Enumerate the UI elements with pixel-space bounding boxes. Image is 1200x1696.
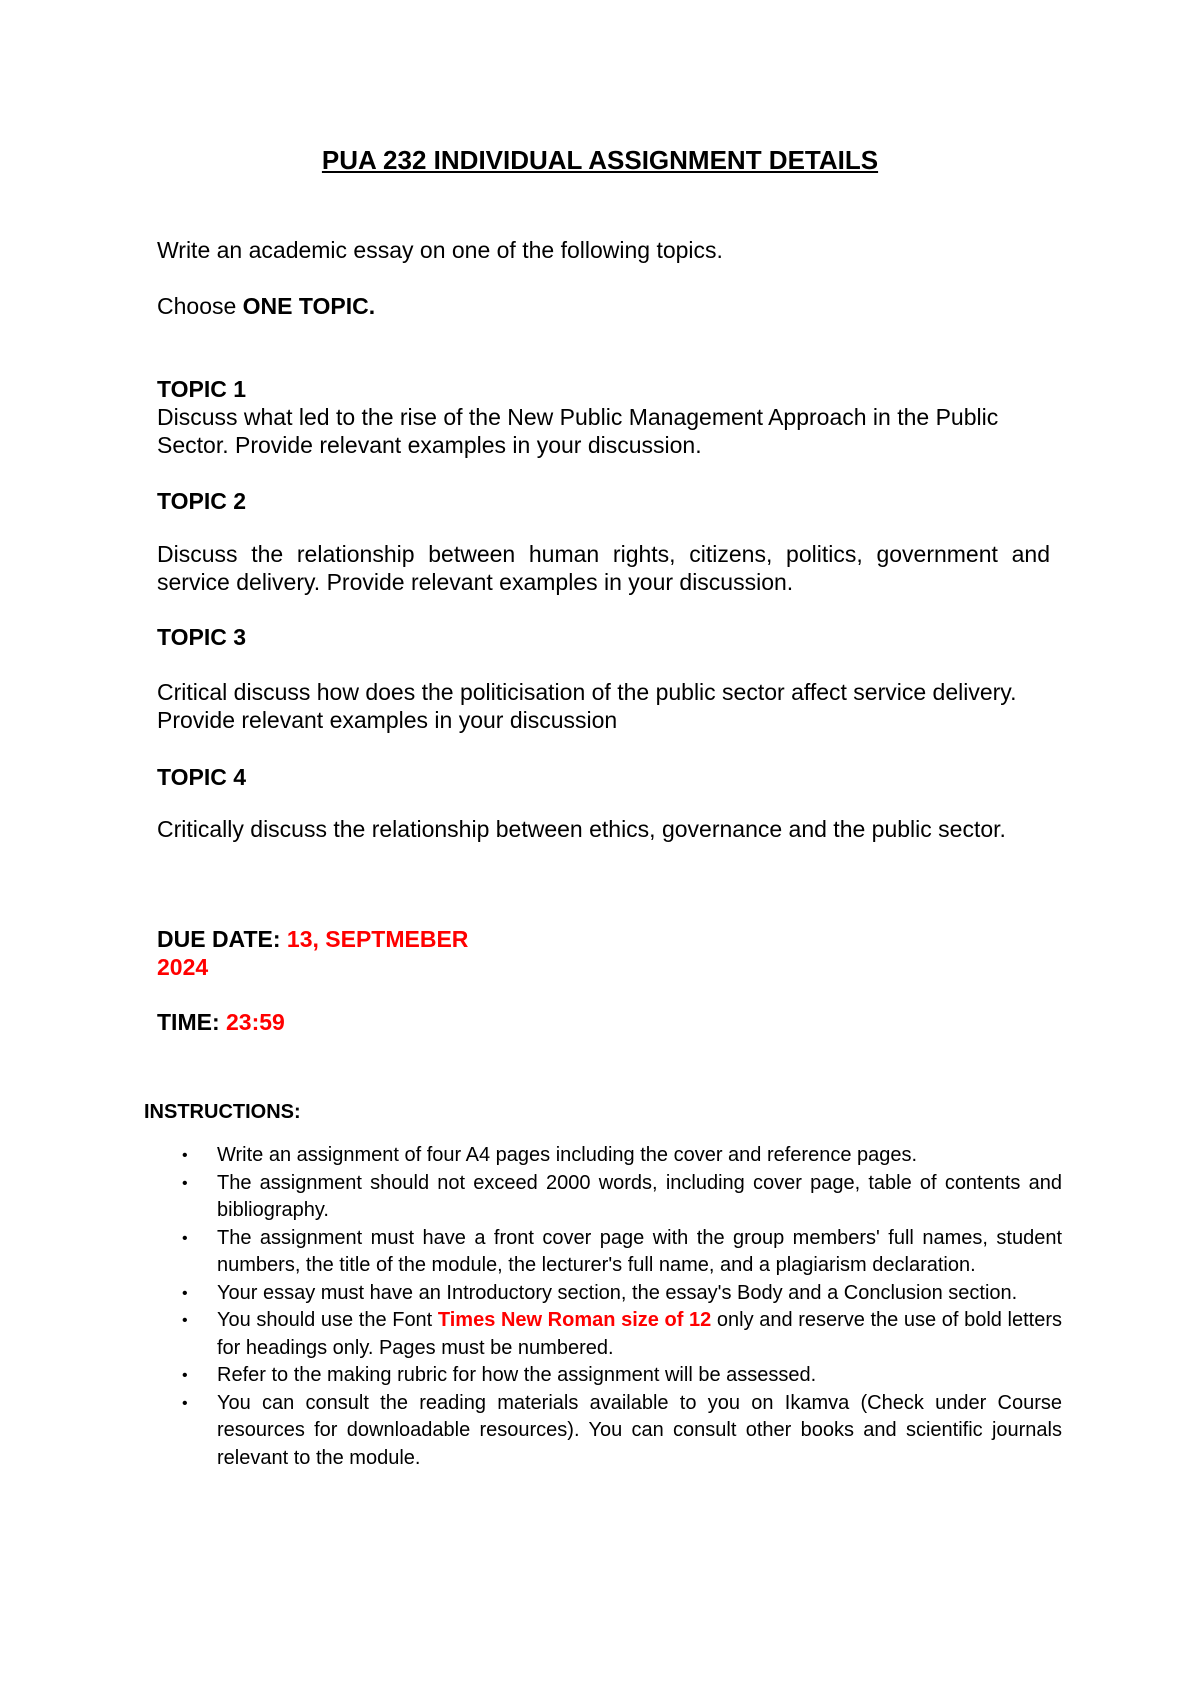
- bullet-icon: •: [182, 1312, 188, 1329]
- topic-3-heading: TOPIC 3: [157, 624, 247, 650]
- due-date-line: [157, 925, 468, 953]
- time-line: [157, 1008, 285, 1036]
- instruction-text: Write an assignment of four A4 pages including the cover and reference pages.: [217, 1144, 918, 1166]
- bullet-icon: •: [182, 1367, 188, 1384]
- instruction-item: [182, 1142, 1062, 1170]
- instruction-text: You can consult the reading materials available to you on Ikamva (Check under Course resources for downloadable resources). You can consult other books and scientific journals relevant to the module.: [217, 1391, 1062, 1469]
- topic-1-line-1: Discuss what led to the rise of the New Public Management Approach in the Public: [157, 404, 999, 430]
- topic-4-heading: TOPIC 4: [157, 764, 247, 790]
- bullet-icon: •: [182, 1284, 188, 1302]
- instruction-item: [182, 1170, 1062, 1225]
- instruction-text: The assignment must have a front cover page with the group members' full names, student numbers, the title of the module, the lecturer's full name, and a plagiarism declaration.: [217, 1226, 1062, 1276]
- due-date-year: 2024: [157, 954, 209, 980]
- font-instruction-pre: You should use the Font: [217, 1309, 438, 1331]
- topic-1-line-2: Sector. Provide relevant examples in your discussion.: [157, 432, 702, 458]
- choose-prefix: Choose: [157, 293, 243, 319]
- page-title: PUA 232 INDIVIDUAL ASSIGNMENT DETAILS: [321, 145, 879, 175]
- topic-2-line-2: service delivery. Provide relevant examples in your discussion.: [157, 569, 794, 595]
- intro-text: Write an academic essay on one of the following topics.: [157, 237, 723, 263]
- bullet-icon: •: [182, 1229, 188, 1247]
- choose-emphasis: ONE TOPIC.: [242, 293, 376, 319]
- instruction-item: [182, 1390, 1062, 1473]
- topic-2-line-1: Discuss the relationship between human rights, citizens, politics, government and: [157, 541, 1050, 567]
- topic-2-heading: TOPIC 2: [157, 488, 247, 514]
- instruction-text: Refer to the making rubric for how the assignment will be assessed.: [217, 1364, 817, 1386]
- bullet-icon: •: [182, 1394, 188, 1412]
- topic-4-line-1: Critically discuss the relationship between ethics, governance and the public sector.: [157, 816, 1006, 842]
- instruction-item: [182, 1307, 1062, 1362]
- topic-3-line-2: Provide relevant examples in your discussion: [157, 707, 618, 733]
- font-requirement-highlight: Times New Roman size of 12: [437, 1309, 712, 1331]
- instruction-item: [182, 1280, 1062, 1308]
- bullet-icon: •: [182, 1147, 188, 1164]
- choose-line: [157, 292, 375, 320]
- time-value: 23:59: [226, 1009, 285, 1035]
- font-instruction-post: only and reserve the use of bold letters for headings only. Pages must be numbered.: [217, 1309, 1062, 1359]
- instructions-list: [182, 1142, 1062, 1472]
- instructions-heading: INSTRUCTIONS:: [144, 1101, 301, 1123]
- instruction-text: Your essay must have an Introductory section, the essay's Body and a Conclusion section.: [217, 1281, 1018, 1304]
- instruction-text: [217, 1307, 1062, 1362]
- instruction-item: [182, 1362, 1062, 1390]
- due-date-label: DUE DATE:: [157, 926, 287, 952]
- instruction-text: The assignment should not exceed 2000 words, including cover page, table of contents and bibliography.: [217, 1171, 1062, 1221]
- bullet-icon: •: [182, 1174, 188, 1192]
- due-date-value: 13, SEPTMEBER: [286, 926, 469, 952]
- instruction-item: [182, 1225, 1062, 1280]
- time-label: TIME:: [157, 1009, 226, 1035]
- topic-1-heading: TOPIC 1: [157, 376, 247, 402]
- topic-3-line-1: Critical discuss how does the politicisation of the public sector affect service delivery.: [157, 679, 1017, 705]
